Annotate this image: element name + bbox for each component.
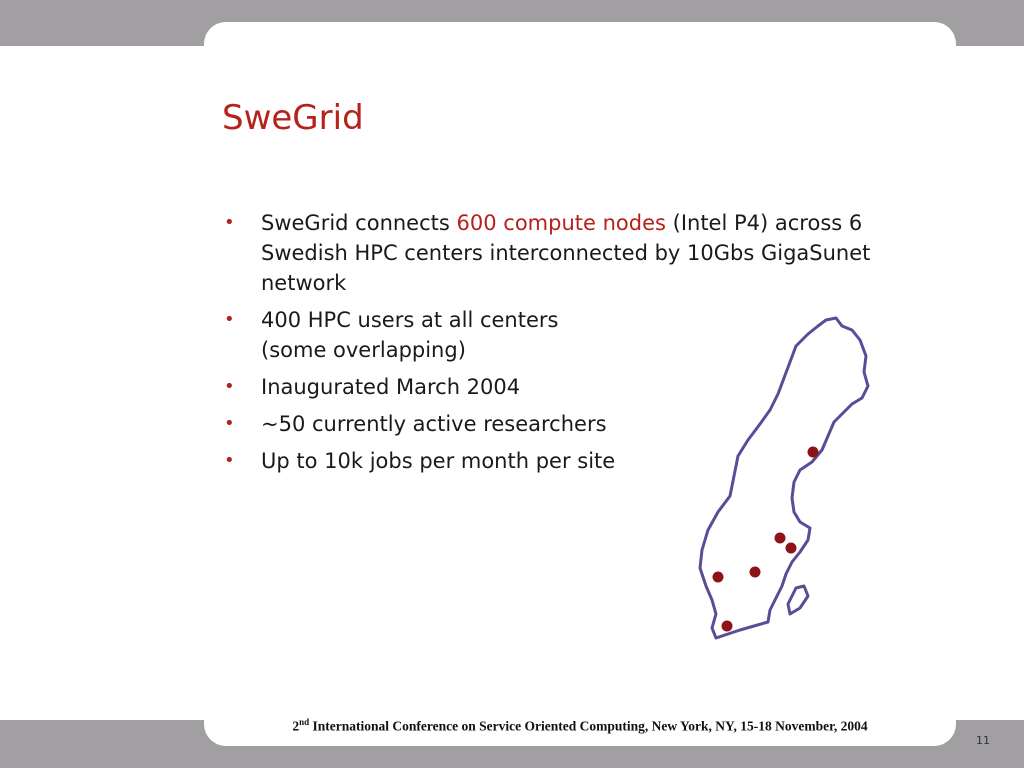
site-marker	[750, 567, 761, 578]
bullet-icon: •	[224, 309, 235, 330]
footer-ordinal-suffix: nd	[299, 717, 310, 727]
site-marker	[722, 621, 733, 632]
bullet-text: ~50 currently active researchers	[261, 412, 607, 436]
bullet-highlight: 600 compute nodes	[456, 211, 666, 235]
footer-ordinal: 2	[292, 718, 300, 734]
bullet-icon: •	[224, 450, 235, 471]
bullet-item	[224, 208, 904, 298]
footer-conference-name: International Conference on Service Oriented Computing, New York, NY, 15-18 November, 2004	[309, 718, 868, 734]
site-marker	[808, 447, 819, 458]
header-tab	[204, 22, 956, 62]
site-marker	[775, 533, 786, 544]
bullet-text: SweGrid connects	[261, 211, 457, 235]
sweden-map	[694, 312, 884, 650]
sweden-outline	[700, 318, 868, 638]
bullet-text: Up to 10k jobs per month per site	[261, 449, 616, 473]
conference-footer	[204, 717, 956, 735]
bullet-text: (some overlapping)	[261, 338, 466, 362]
site-marker	[713, 572, 724, 583]
site-marker	[786, 543, 797, 554]
bullet-icon: •	[224, 413, 235, 434]
bullet-text: Inaugurated March 2004	[261, 375, 521, 399]
bullet-text: (Intel P4) across 6 Swedish HPC centers interconnected by 10Gbs GigaSunet network	[261, 211, 871, 295]
bullet-icon: •	[224, 376, 235, 397]
gotland-island	[788, 586, 808, 614]
slide-title: SweGrid	[222, 98, 364, 138]
bullet-icon: •	[224, 212, 235, 233]
bullet-text: 400 HPC users at all centers	[261, 308, 559, 332]
page-number: 11	[976, 734, 990, 747]
